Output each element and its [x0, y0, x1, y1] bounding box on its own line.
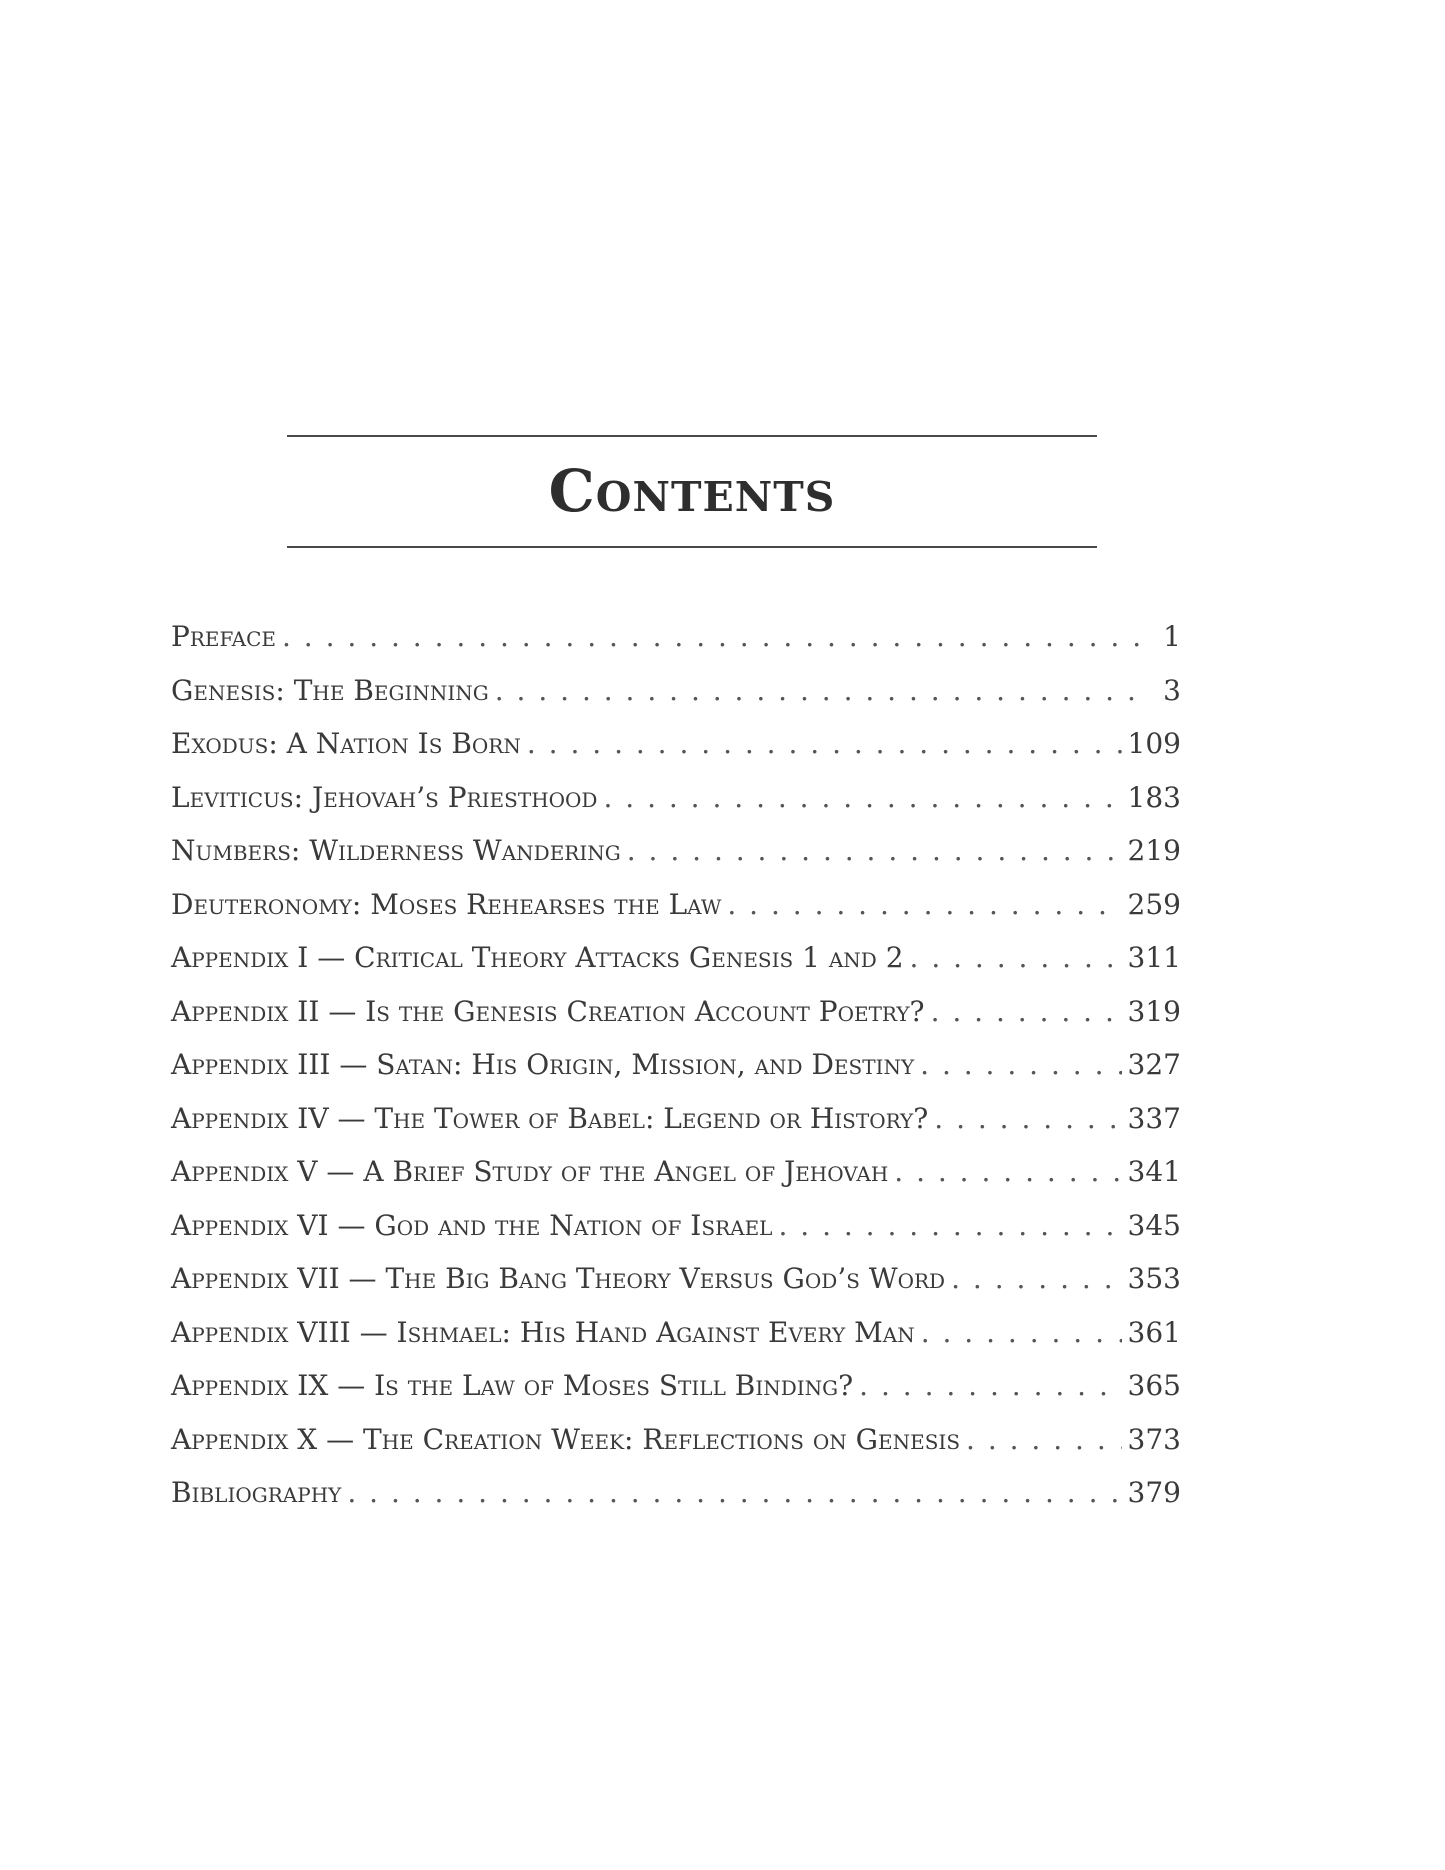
toc-entry-label: Deuteronomy: Moses Rehearses the Law [171, 887, 722, 921]
toc-entry-label: Leviticus: Jehovah’s Priesthood [171, 780, 598, 814]
toc-entry-preface [171, 620, 1181, 674]
toc-entry-label: Appendix IV — The Tower of Babel: Legend or History? [171, 1101, 929, 1135]
toc-entry-leviticus [171, 781, 1181, 835]
toc-entry-page: 379 [1127, 1476, 1181, 1509]
dot-leader [778, 1209, 1121, 1242]
toc-entry-page: 311 [1127, 941, 1181, 974]
toc-entry-appendix-8 [171, 1316, 1181, 1370]
toc-entry-label: Appendix III — Satan: His Origin, Mission, and Destiny [171, 1048, 915, 1081]
toc-entry-appendix-5 [171, 1155, 1181, 1209]
toc-entry-label: Preface [171, 620, 276, 653]
toc-entry-page: 361 [1127, 1315, 1181, 1349]
toc-entry-appendix-4 [171, 1102, 1181, 1156]
table-of-contents [171, 620, 1181, 1530]
toc-entry-appendix-7 [171, 1262, 1181, 1316]
toc-entry-page: 219 [1127, 834, 1181, 867]
toc-entry-label: Appendix IX — Is the Law of Moses Still Binding? [171, 1369, 854, 1402]
toc-entry-label: Bibliography [171, 1476, 342, 1509]
page-title: Contents [548, 457, 836, 525]
toc-entry-page: 183 [1127, 780, 1181, 814]
dot-leader [627, 834, 1122, 867]
toc-entry-page: 1 [1163, 620, 1181, 653]
toc-entry-label: Appendix VII — The Big Bang Theory Versus God’s Word [171, 1262, 946, 1295]
toc-entry-label: Appendix II — Is the Genesis Creation Account Poetry? [171, 994, 925, 1028]
dot-leader [282, 620, 1151, 653]
dot-leader [347, 1476, 1121, 1509]
toc-entry-page: 259 [1127, 887, 1181, 921]
toc-entry-page: 3 [1163, 673, 1181, 707]
toc-entry-label: Appendix VI — God and the Nation of Israel [171, 1208, 773, 1242]
dot-leader [727, 888, 1121, 921]
toc-entry-appendix-6 [171, 1209, 1181, 1263]
toc-entry-appendix-10 [171, 1423, 1181, 1477]
dot-leader [894, 1155, 1121, 1188]
toc-entry-label: Genesis: The Beginning [171, 673, 489, 707]
toc-entry-appendix-9 [171, 1369, 1181, 1423]
toc-entry-numbers [171, 834, 1181, 888]
toc-entry-label: Appendix X — The Creation Week: Reflections on Genesis [171, 1422, 961, 1456]
toc-entry-label: Appendix I — Critical Theory Attacks Genesis 1 and 2 [171, 941, 904, 974]
title-rule-top [287, 435, 1097, 437]
toc-entry-page: 327 [1127, 1048, 1181, 1081]
dot-leader [603, 781, 1121, 814]
toc-entry-page: 373 [1127, 1422, 1181, 1456]
toc-entry-genesis [171, 674, 1181, 728]
toc-entry-appendix-2 [171, 995, 1181, 1049]
toc-entry-label: Appendix V — A Brief Study of the Angel of Jehovah [171, 1155, 889, 1188]
toc-entry-page: 337 [1127, 1101, 1181, 1135]
dot-leader [527, 727, 1122, 760]
dot-leader [966, 1423, 1122, 1456]
toc-entry-appendix-3 [171, 1048, 1181, 1102]
toc-entry-page: 109 [1127, 727, 1181, 760]
dot-leader [859, 1369, 1121, 1402]
title-rule-bottom [287, 546, 1097, 548]
toc-entry-page: 353 [1127, 1262, 1181, 1295]
toc-entry-label: Appendix VIII — Ishmael: His Hand Against Every Man [171, 1315, 915, 1349]
dot-leader [910, 941, 1122, 974]
toc-entry-page: 341 [1127, 1155, 1181, 1188]
toc-entry-bibliography [171, 1476, 1181, 1530]
toc-entry-label: Numbers: Wilderness Wandering [171, 834, 621, 867]
toc-entry-label: Exodus: A Nation Is Born [171, 727, 521, 760]
toc-entry-appendix-1 [171, 941, 1181, 995]
toc-entry-page: 345 [1127, 1208, 1181, 1242]
toc-entry-page: 319 [1127, 994, 1181, 1028]
toc-entry-exodus [171, 727, 1181, 781]
dot-leader [951, 1262, 1121, 1295]
dot-leader [934, 1102, 1121, 1135]
dot-leader [921, 1316, 1122, 1349]
dot-leader [920, 1048, 1121, 1081]
dot-leader [495, 674, 1151, 707]
dot-leader [931, 995, 1122, 1028]
toc-entry-page: 365 [1127, 1369, 1181, 1402]
toc-entry-deuteronomy [171, 888, 1181, 942]
